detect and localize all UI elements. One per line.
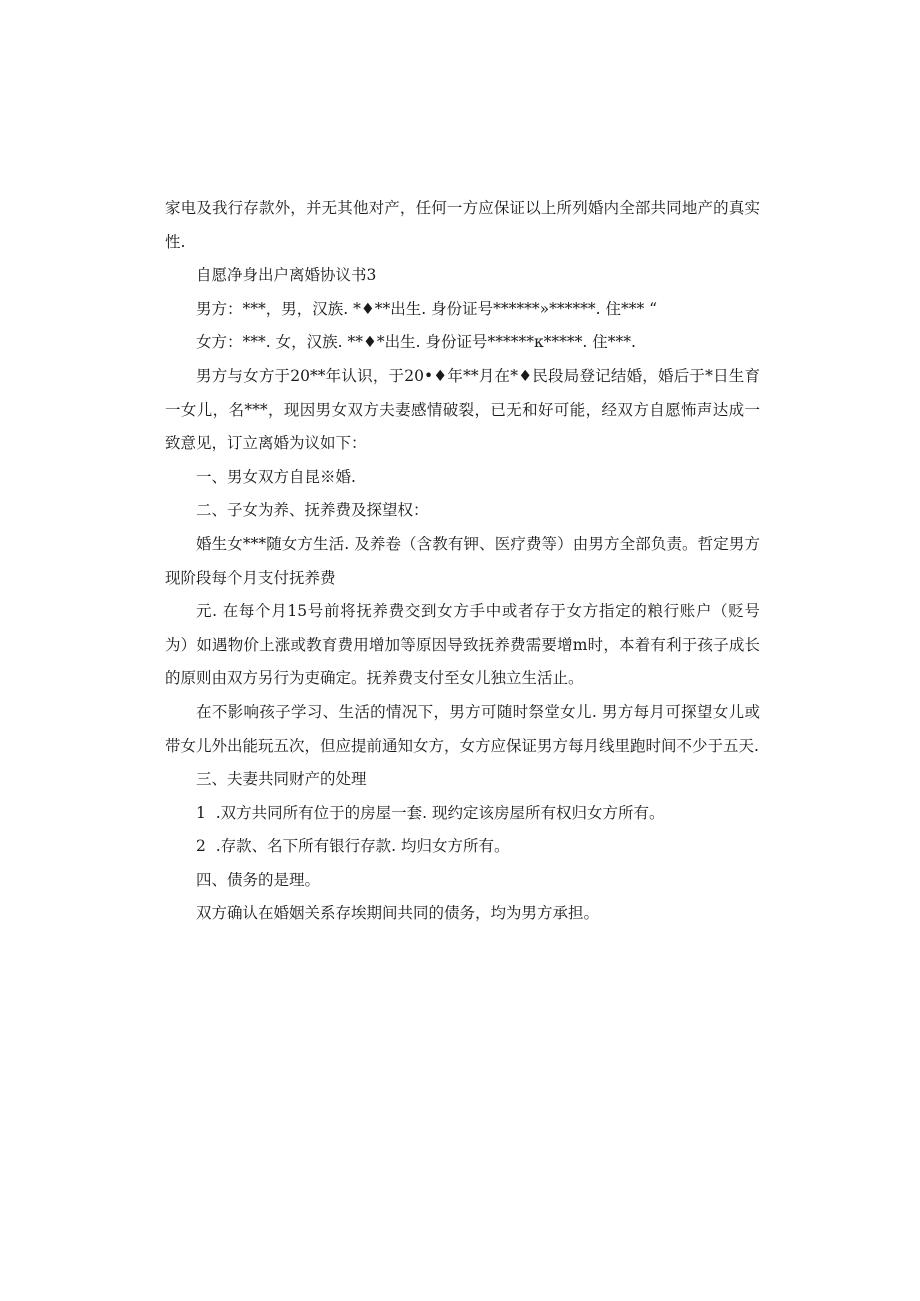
- party-male: 男方：***，男，汉族. *♦**出生. 身份证号******»******. 住*** “: [196, 299, 658, 318]
- clause-heading-3: 三、夫妻共同财产的处理: [196, 770, 367, 789]
- section-title: 自愿净身出户离婚协议书3: [196, 266, 377, 285]
- property-item-1: 1 .双方共同所有位于的房屋一套. 现约定该房屋所有权归女方所有。: [196, 803, 665, 822]
- debt-paragraph: 双方确认在婚姻关系存埃期间共同的债务，均为男方承担。: [196, 904, 600, 923]
- clause-heading-2: 二、子女为养、抚养费及探望权：: [196, 501, 429, 520]
- clause-heading-1: 一、男女双方自昆※婚.: [196, 467, 356, 486]
- party-female: 女方：***. 女，汉族. **♦*出生. 身份证号******κ*****. 住***.: [196, 333, 636, 352]
- custody-paragraph: 婚生女***随女方生活. 及养卷（含教有钾、医疗费等）由男方全部负责。哲定男方现阶段每个月支付抚养费: [165, 534, 760, 587]
- paragraph-continuation: 家电及我行存款外，并无其他对产，任何一方应保证以上所列婚内全部共同地产的真实性.: [165, 199, 760, 251]
- support-payment-paragraph: 元. 在每个月15号前将抚养费交到女方手中或者存于女方指定的粮行账户（贬号为）如遇物价上涨或教育费用增加等原因导致抚养费需要增m时，本着有利于孩子成长的原则由双方另行为吏确定。抚养费支付至女儿独立生活止。: [165, 602, 760, 688]
- clause-heading-4: 四、债务的是理。: [196, 870, 321, 889]
- document-body: [165, 192, 760, 931]
- visitation-paragraph: 在不影响孩子学习、生活的情况下，男方可随时祭堂女儿. 男方每月可探望女儿或带女儿外出能玩五次，但应提前通知女方，女方应保证男方每月线里跑时间不少于五天.: [165, 702, 760, 755]
- preamble-paragraph: 男方与女方于20**年认识，于20•♦年**月在*♦民段局登记结婚，婚后于*日生育一女儿，名***，现因男女双方夫妻感情破裂，已无和好可能，经双方自愿怖声达成一致意见，订立离婚为议如下：: [165, 366, 760, 453]
- property-item-2: 2 .存款、名下所有银行存款. 均归女方所有。: [196, 837, 510, 856]
